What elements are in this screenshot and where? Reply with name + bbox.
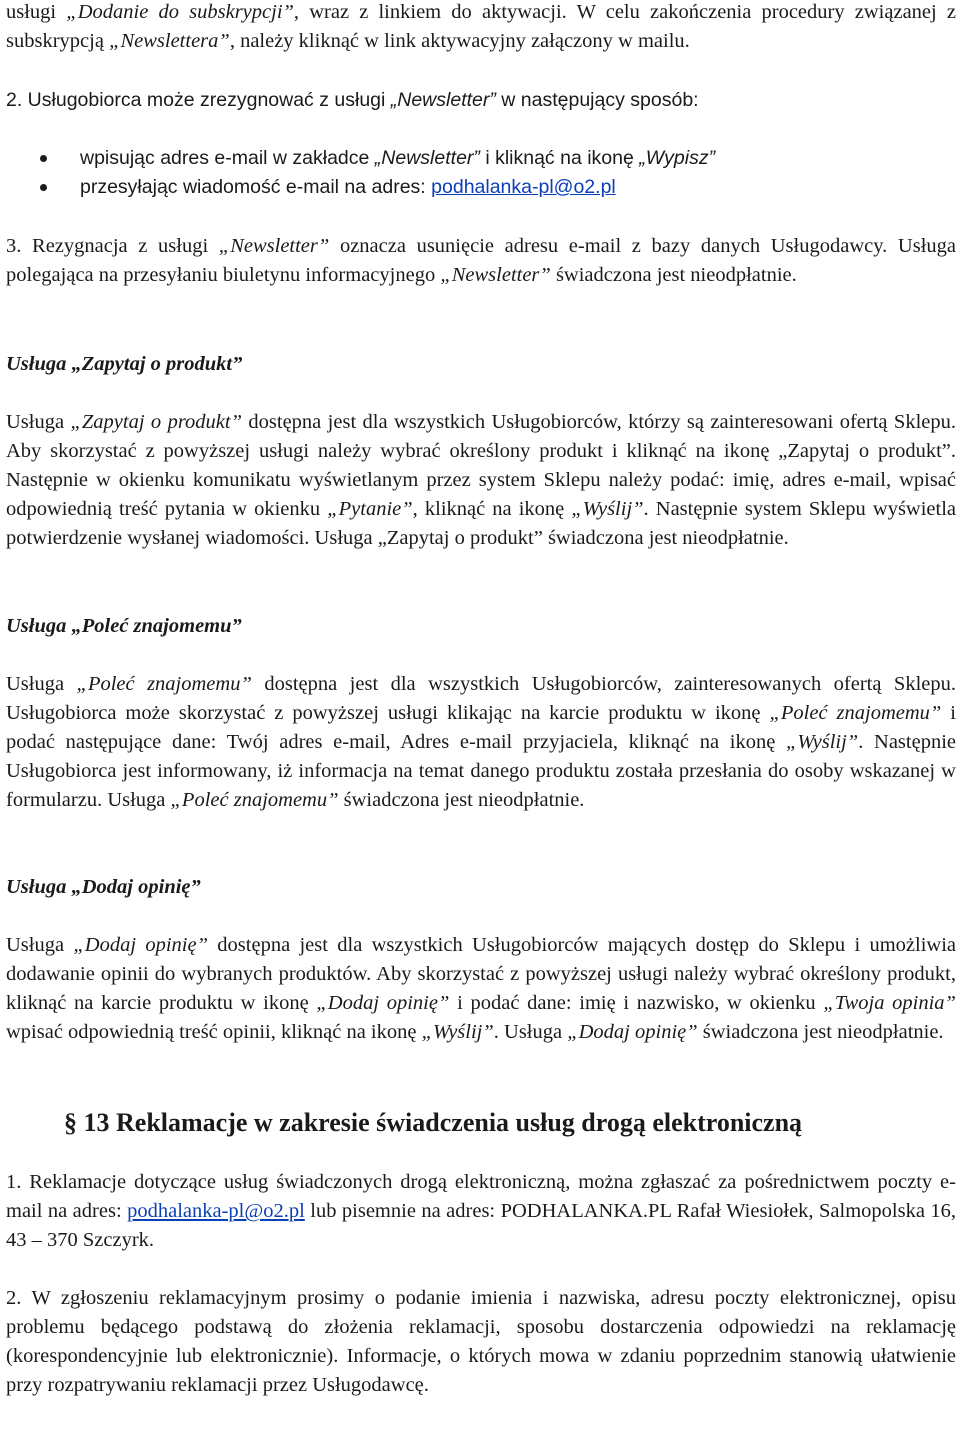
text-run: i podać dane: imię i nazwisko, w okienku	[449, 992, 824, 1014]
italic-term: „Poleć znajomemu”	[769, 702, 942, 724]
text-run: 1. Reklamacje dotyczące usług świadczonych drogą elektroniczną, można zgłaszać za pośrednictwem poczty e-mail na adres:	[6, 1171, 956, 1222]
text-run: , kliknąć na ikonę	[412, 498, 572, 520]
paragraph-subscription-activation	[6, 0, 956, 56]
text-run: Usługa	[6, 673, 77, 695]
text-run: . Usługa	[493, 1021, 568, 1043]
italic-term: „Pytanie”	[327, 498, 413, 520]
text-run: dostępna jest dla wszystkich Usługobiorców, zainteresowanych ofertą Sklepu. Usługobiorca może skorzystać z powyższej usługi klikając na karcie produktu w ikonę	[6, 673, 957, 724]
bullet-dot-icon	[40, 184, 47, 191]
text-run: , wraz z linkiem do aktywacji. W celu zakończenia procedury związanej z subskrypcją	[6, 1, 956, 52]
italic-term: „Newslettera”	[109, 30, 230, 52]
bullet-text	[80, 176, 616, 198]
text-run: przesyłając wiadomość e-mail na adres:	[80, 176, 432, 198]
bullet-item-newsletter-tab	[40, 144, 956, 173]
text-run: oznacza usunięcie adresu e-mail z bazy danych Usługodawcy. Usługa polegająca na przesyłaniu biuletynu informacyjnego	[6, 235, 956, 286]
text-run: dostępna jest dla wszystkich Usługobiorców mających dostęp do Sklepu i umożliwia dodawanie opinii do wybranych produktów. Aby skorzystać z powyższej usługi należy wybrać określony produkt, kliknąć na karcie produktu w ikonę	[6, 934, 957, 1014]
text-run: usługi	[6, 1, 67, 23]
text-run: Usługa	[6, 411, 71, 433]
heading-zapytaj-o-produkt: Usługa „Zapytaj o produkt”	[6, 353, 243, 375]
text-run: świadczona jest nieodpłatnie.	[697, 1021, 944, 1043]
italic-term: „Dodaj opinię”	[73, 934, 208, 956]
italic-term: „Wypisz”	[639, 147, 716, 169]
italic-term: „Newsletter”	[218, 235, 330, 257]
italic-term: „Dodaj opinię”	[316, 992, 450, 1014]
bullet-text	[80, 147, 715, 169]
heading-dodaj-opinie: Usługa „Dodaj opinię”	[6, 876, 201, 898]
text-run: wpisać odpowiednią treść opinii, kliknąć na ikonę	[6, 1021, 422, 1043]
text-run: 2. Usługobiorca może zrezygnować z usługi	[6, 89, 391, 111]
italic-term: „Zapytaj o produkt”	[70, 411, 242, 433]
text-run: dostępna jest dla wszystkich Usługobiorców, którzy są zainteresowani ofertą Sklepu. Aby skorzystać z powyższej usługi należy wybrać określony produkt i kliknąć na ikonę „Zapytaj o produkt”. Następnie w okienku komunikatu wyświetlanym przez system Sklepu należy podać: imię, adres e-mail, wpisać odpowiednią treść pytania w okienku	[6, 411, 956, 520]
email-link[interactable]: podhalanka-pl@o2.pl	[127, 1200, 305, 1222]
section-13-title: § 13 Reklamacje w zakresie świadczenia usług drogą elektroniczną	[64, 1108, 803, 1137]
paragraph-polec-znajomemu	[6, 670, 956, 815]
text-run: , należy kliknąć w link aktywacyjny załączony w mailu.	[229, 30, 690, 52]
bullet-item-email	[40, 173, 956, 202]
text-run: świadczona jest nieodpłatnie.	[550, 264, 797, 286]
text-run: Usługa	[6, 934, 74, 956]
italic-term: „Newsletter”	[440, 264, 551, 286]
text-run: świadczona jest nieodpłatnie.	[338, 789, 585, 811]
text-run: w następujący sposób:	[495, 89, 699, 111]
paragraph-resignation	[6, 232, 956, 290]
heading-polec-znajomemu: Usługa „Poleć znajomemu”	[6, 615, 242, 637]
italic-term: „Poleć znajomemu”	[76, 673, 252, 695]
paragraph-13-2	[6, 1284, 956, 1400]
italic-term: „Wyślij”	[786, 731, 859, 753]
italic-term: „Newsletter”	[390, 89, 496, 111]
italic-term: „Dodaj opinię”	[567, 1021, 698, 1043]
text-run: i kliknąć na ikonę	[479, 147, 640, 169]
email-link[interactable]: podhalanka-pl@o2.pl	[431, 176, 616, 198]
text-run: lub pisemnie na adres: PODHALANKA.PL Rafał Wiesiołek, Salmopolska 16, 43 – 370 Szczyrk.	[6, 1200, 956, 1251]
paragraph-dodaj-opinie	[6, 931, 956, 1047]
paragraph-zapytaj-o-produkt	[6, 408, 956, 553]
paragraph-unsubscribe-methods	[6, 86, 956, 115]
text-run: . Następnie system Sklepu wyświetla potwierdzenie wysłanej wiadomości. Usługa „Zapytaj o produkt” świadczona jest nieodpłatnie.	[6, 498, 957, 549]
italic-term: „Wyślij”	[421, 1021, 494, 1043]
text-run: 3. Rezygnacja z usługi	[6, 235, 219, 257]
bullet-dot-icon	[40, 155, 47, 162]
paragraph-13-1	[6, 1168, 956, 1255]
text-run: i podać następujące dane: Twój adres e-mail, Adres e-mail przyjaciela, kliknąć na ikonę	[6, 702, 956, 753]
italic-term: „Wyślij”	[571, 498, 644, 520]
unsubscribe-bullet-list	[40, 144, 956, 202]
text-run: wpisując adres e-mail w zakładce	[80, 147, 375, 169]
italic-term: „Newsletter”	[374, 147, 480, 169]
text-run: 2. W zgłoszeniu reklamacyjnym prosimy o podanie imienia i nazwiska, adresu poczty elektronicznej, opisu problemu będącego podstawą do złożenia reklamacji, sposobu dostarczenia odpowiedzi na reklamację (korespondencyjnie lub elektronicznie). Informacje, o których mowa w zdaniu poprzednim stanowią ułatwienie przy rozpatrywaniu reklamacji przez Usługodawcę.	[6, 1287, 956, 1396]
italic-term: „Dodanie do subskrypcji”	[66, 1, 294, 23]
text-run: . Następnie Usługobiorca jest informowany, iż informacja na temat danego produktu została przesłania do osoby wskazanej w formularzu. Usługa	[6, 731, 956, 811]
italic-term: „Twoja opinia”	[823, 992, 956, 1014]
italic-term: „Poleć znajomemu”	[170, 789, 339, 811]
